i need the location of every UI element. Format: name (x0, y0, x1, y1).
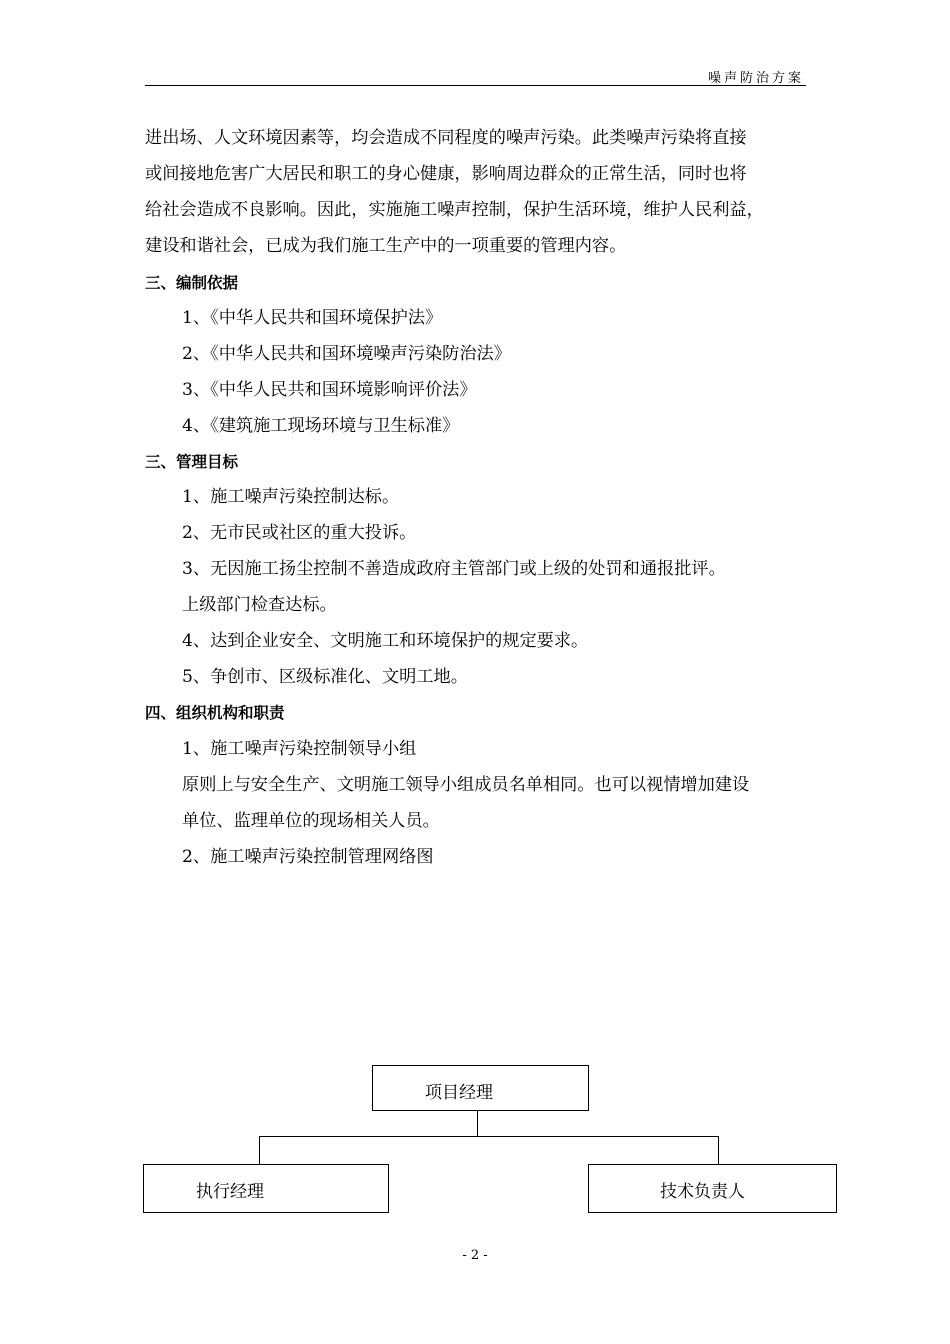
goal-item-2: 2、无市民或社区的重大投诉。 (182, 523, 417, 543)
intro-line-4: 建设和谐社会，已成为我们施工生产中的一项重要的管理内容。 (145, 236, 627, 256)
intro-line-3: 给社会造成不良影响。因此，实施施工噪声控制，保护生活环境，维护人民利益， (145, 200, 764, 220)
connector-vertical-top (477, 1110, 478, 1137)
heading-goals: 三、管理目标 (145, 453, 239, 471)
org-item-1: 1、施工噪声污染控制领导小组 (182, 739, 417, 759)
org-label-executive-manager: 执行经理 (196, 1182, 264, 1202)
org-label-technical-lead: 技术负责人 (660, 1182, 745, 1202)
heading-basis: 三、编制依据 (145, 274, 239, 292)
connector-horizontal (259, 1136, 719, 1137)
basis-item-2: 2、《中华人民共和国环境噪声污染防治法》 (182, 344, 511, 364)
org-box-project-manager (372, 1065, 589, 1111)
goal-item-4: 4、达到企业安全、文明施工和环境保护的规定要求。 (182, 631, 589, 651)
org-label-project-manager: 项目经理 (425, 1083, 493, 1103)
goal-item-3: 3、无因施工扬尘控制不善造成政府主管部门或上级的处罚和通报批评。 (182, 559, 726, 579)
goal-item-1: 1、施工噪声污染控制达标。 (182, 487, 400, 507)
goal-item-5: 5、争创市、区级标准化、文明工地。 (182, 667, 468, 687)
org-box-technical-lead (588, 1164, 837, 1213)
org-item-2: 2、施工噪声污染控制管理网络图 (182, 847, 434, 867)
connector-right-drop (718, 1136, 719, 1165)
connector-left-drop (259, 1136, 260, 1165)
basis-item-4: 4、《建筑施工现场环境与卫生标准》 (182, 416, 460, 436)
running-header: 噪声防治方案 (707, 71, 804, 86)
goal-item-3-cont: 上级部门检查达标。 (182, 595, 337, 615)
intro-line-1: 进出场、人文环境因素等，均会造成不同程度的噪声污染。此类噪声污染将直接 (145, 128, 747, 148)
intro-line-2: 或间接地危害广大居民和职工的身心健康，影响周边群众的正常生活，同时也将 (145, 164, 747, 184)
header-rule (145, 85, 806, 86)
page-number: - 2 - (462, 1248, 488, 1263)
org-desc-line-1: 原则上与安全生产、文明施工领导小组成员名单相同。也可以视情增加建设 (182, 775, 750, 795)
org-box-executive-manager (143, 1164, 389, 1213)
org-desc-line-2: 单位、监理单位的现场相关人员。 (182, 811, 440, 831)
basis-item-3: 3、《中华人民共和国环境影响评价法》 (182, 380, 477, 400)
heading-org: 四、组织机构和职责 (145, 704, 285, 722)
basis-item-1: 1、《中华人民共和国环境保护法》 (182, 308, 443, 328)
